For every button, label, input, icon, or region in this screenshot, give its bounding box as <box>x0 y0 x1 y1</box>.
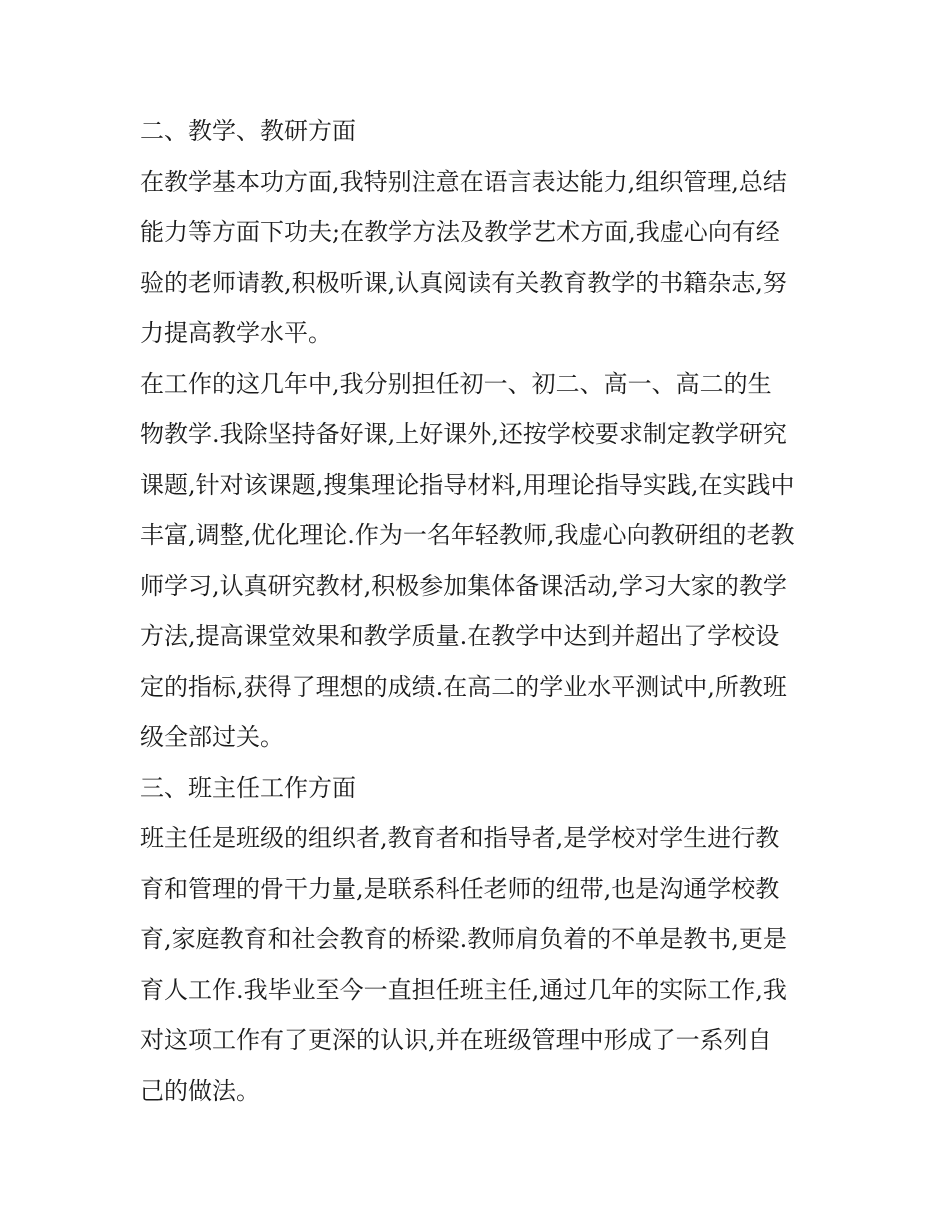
paragraph-line: 育,家庭教育和社会教育的桥梁.教师肩负着的不单是教书,更是 <box>140 925 787 953</box>
paragraph-line: 定的指标,获得了理想的成绩.在高二的学业水平测试中,所教班 <box>140 672 787 701</box>
paragraph-line: 育和管理的骨干力量,是联系科任老师的纽带,也是沟通学校教 <box>140 874 780 903</box>
paragraph-line: 师学习,认真研究教材,积极参加集体备课活动,学习大家的教学 <box>140 571 787 600</box>
paragraph-line: 对这项工作有了更深的认识,并在班级管理中形成了一系列自 <box>140 1026 772 1054</box>
paragraph-line: 验的老师请教,积极听课,认真阅读有关教育教学的书籍杂志,努 <box>140 268 787 297</box>
paragraph-line: 能力等方面下功夫;在教学方法及教学艺术方面,我虚心向有经 <box>140 218 780 246</box>
paragraph-line: 物教学.我除坚持备好课,上好课外,还按学校要求制定教学研究 <box>140 420 787 448</box>
paragraph-line: 课题,针对该课题,搜集理论指导材料,用理论指导实践,在实践中 <box>140 470 795 499</box>
paragraph-line: 方法,提高课堂效果和教学质量.在教学中达到并超出了学校设 <box>140 622 780 650</box>
section-heading-teaching-research: 二、教学、教研方面 <box>140 117 356 145</box>
paragraph-line: 力提高教学水平。 <box>140 319 332 347</box>
paragraph-line: 班主任是班级的组织者,教育者和指导者,是学校对学生进行教 <box>140 824 780 852</box>
document-page <box>140 106 810 1116</box>
paragraph-line: 己的做法。 <box>140 1076 260 1105</box>
paragraph-line: 在教学基本功方面,我特别注意在语言表达能力,组织管理,总结 <box>140 167 787 196</box>
section-heading-class-teacher: 三、班主任工作方面 <box>140 773 356 802</box>
paragraph-line: 级全部过关。 <box>140 723 284 751</box>
paragraph-line: 育人工作.我毕业至今一直担任班主任,通过几年的实际工作,我 <box>140 975 787 1004</box>
paragraph-line: 在工作的这几年中,我分别担任初一、初二、高一、高二的生 <box>140 369 772 398</box>
paragraph-line: 丰富,调整,优化理论.作为一名年轻教师,我虚心向教研组的老教 <box>140 521 795 549</box>
